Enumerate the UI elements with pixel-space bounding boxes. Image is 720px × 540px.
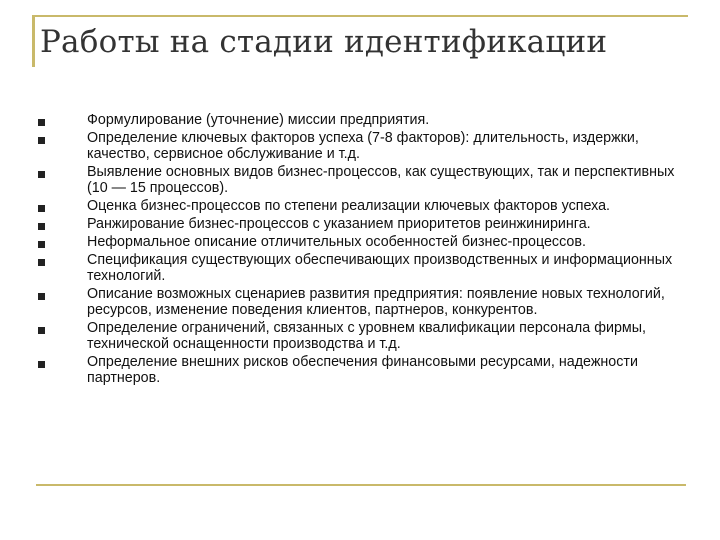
slide-title: Работы на стадии идентификации [40, 24, 608, 60]
bullet-item [38, 320, 688, 352]
bullet-text: Определение внешних рисков обеспечения финансовыми ресурсами, надежности партнеров. [87, 354, 638, 386]
bullet-item [38, 216, 688, 232]
title-corner-bracket [32, 15, 35, 67]
bullet-item [38, 354, 688, 386]
bullet-item [38, 286, 688, 318]
square-bullet-icon [38, 205, 45, 212]
bullet-item [38, 252, 688, 284]
square-bullet-icon [38, 171, 45, 178]
bullet-list [38, 112, 688, 388]
bullet-text: Выявление основных видов бизнес-процессов, как существующих, так и перспективных (10 — 15 процессов). [87, 164, 675, 196]
bullet-text: Описание возможных сценариев развития предприятия: появление новых технологий, ресурсов, изменение поведения клиентов, партнеров, конкурентов. [87, 286, 665, 318]
square-bullet-icon [38, 223, 45, 230]
bullet-text: Определение ограничений, связанных с уровнем квалификации персонала фирмы, технической оснащенности производства и т.д. [87, 320, 646, 352]
square-bullet-icon [38, 259, 45, 266]
top-divider [32, 15, 688, 17]
square-bullet-icon [38, 137, 45, 144]
bullet-item [38, 112, 688, 128]
bullet-item [38, 198, 688, 214]
square-bullet-icon [38, 241, 45, 248]
square-bullet-icon [38, 293, 45, 300]
bullet-text: Ранжирование бизнес-процессов с указанием приоритетов реинжиниринга. [87, 216, 591, 232]
square-bullet-icon [38, 327, 45, 334]
bullet-text: Формулирование (уточнение) миссии предприятия. [87, 112, 430, 128]
bullet-text: Неформальное описание отличительных особенностей бизнес-процессов. [87, 234, 586, 250]
bullet-text: Спецификация существующих обеспечивающих производственных и информационных технологий. [87, 252, 673, 284]
bullet-text: Оценка бизнес-процессов по степени реализации ключевых факторов успеха. [87, 198, 611, 214]
bullet-item [38, 130, 688, 162]
bullet-text: Определение ключевых факторов успеха (7-8 факторов): длительность, издержки, качество, сервисное обслуживание и т.д. [87, 130, 639, 162]
square-bullet-icon [38, 119, 45, 126]
bullet-item [38, 234, 688, 250]
bottom-divider [36, 484, 686, 486]
square-bullet-icon [38, 361, 45, 368]
bullet-item [38, 164, 688, 196]
